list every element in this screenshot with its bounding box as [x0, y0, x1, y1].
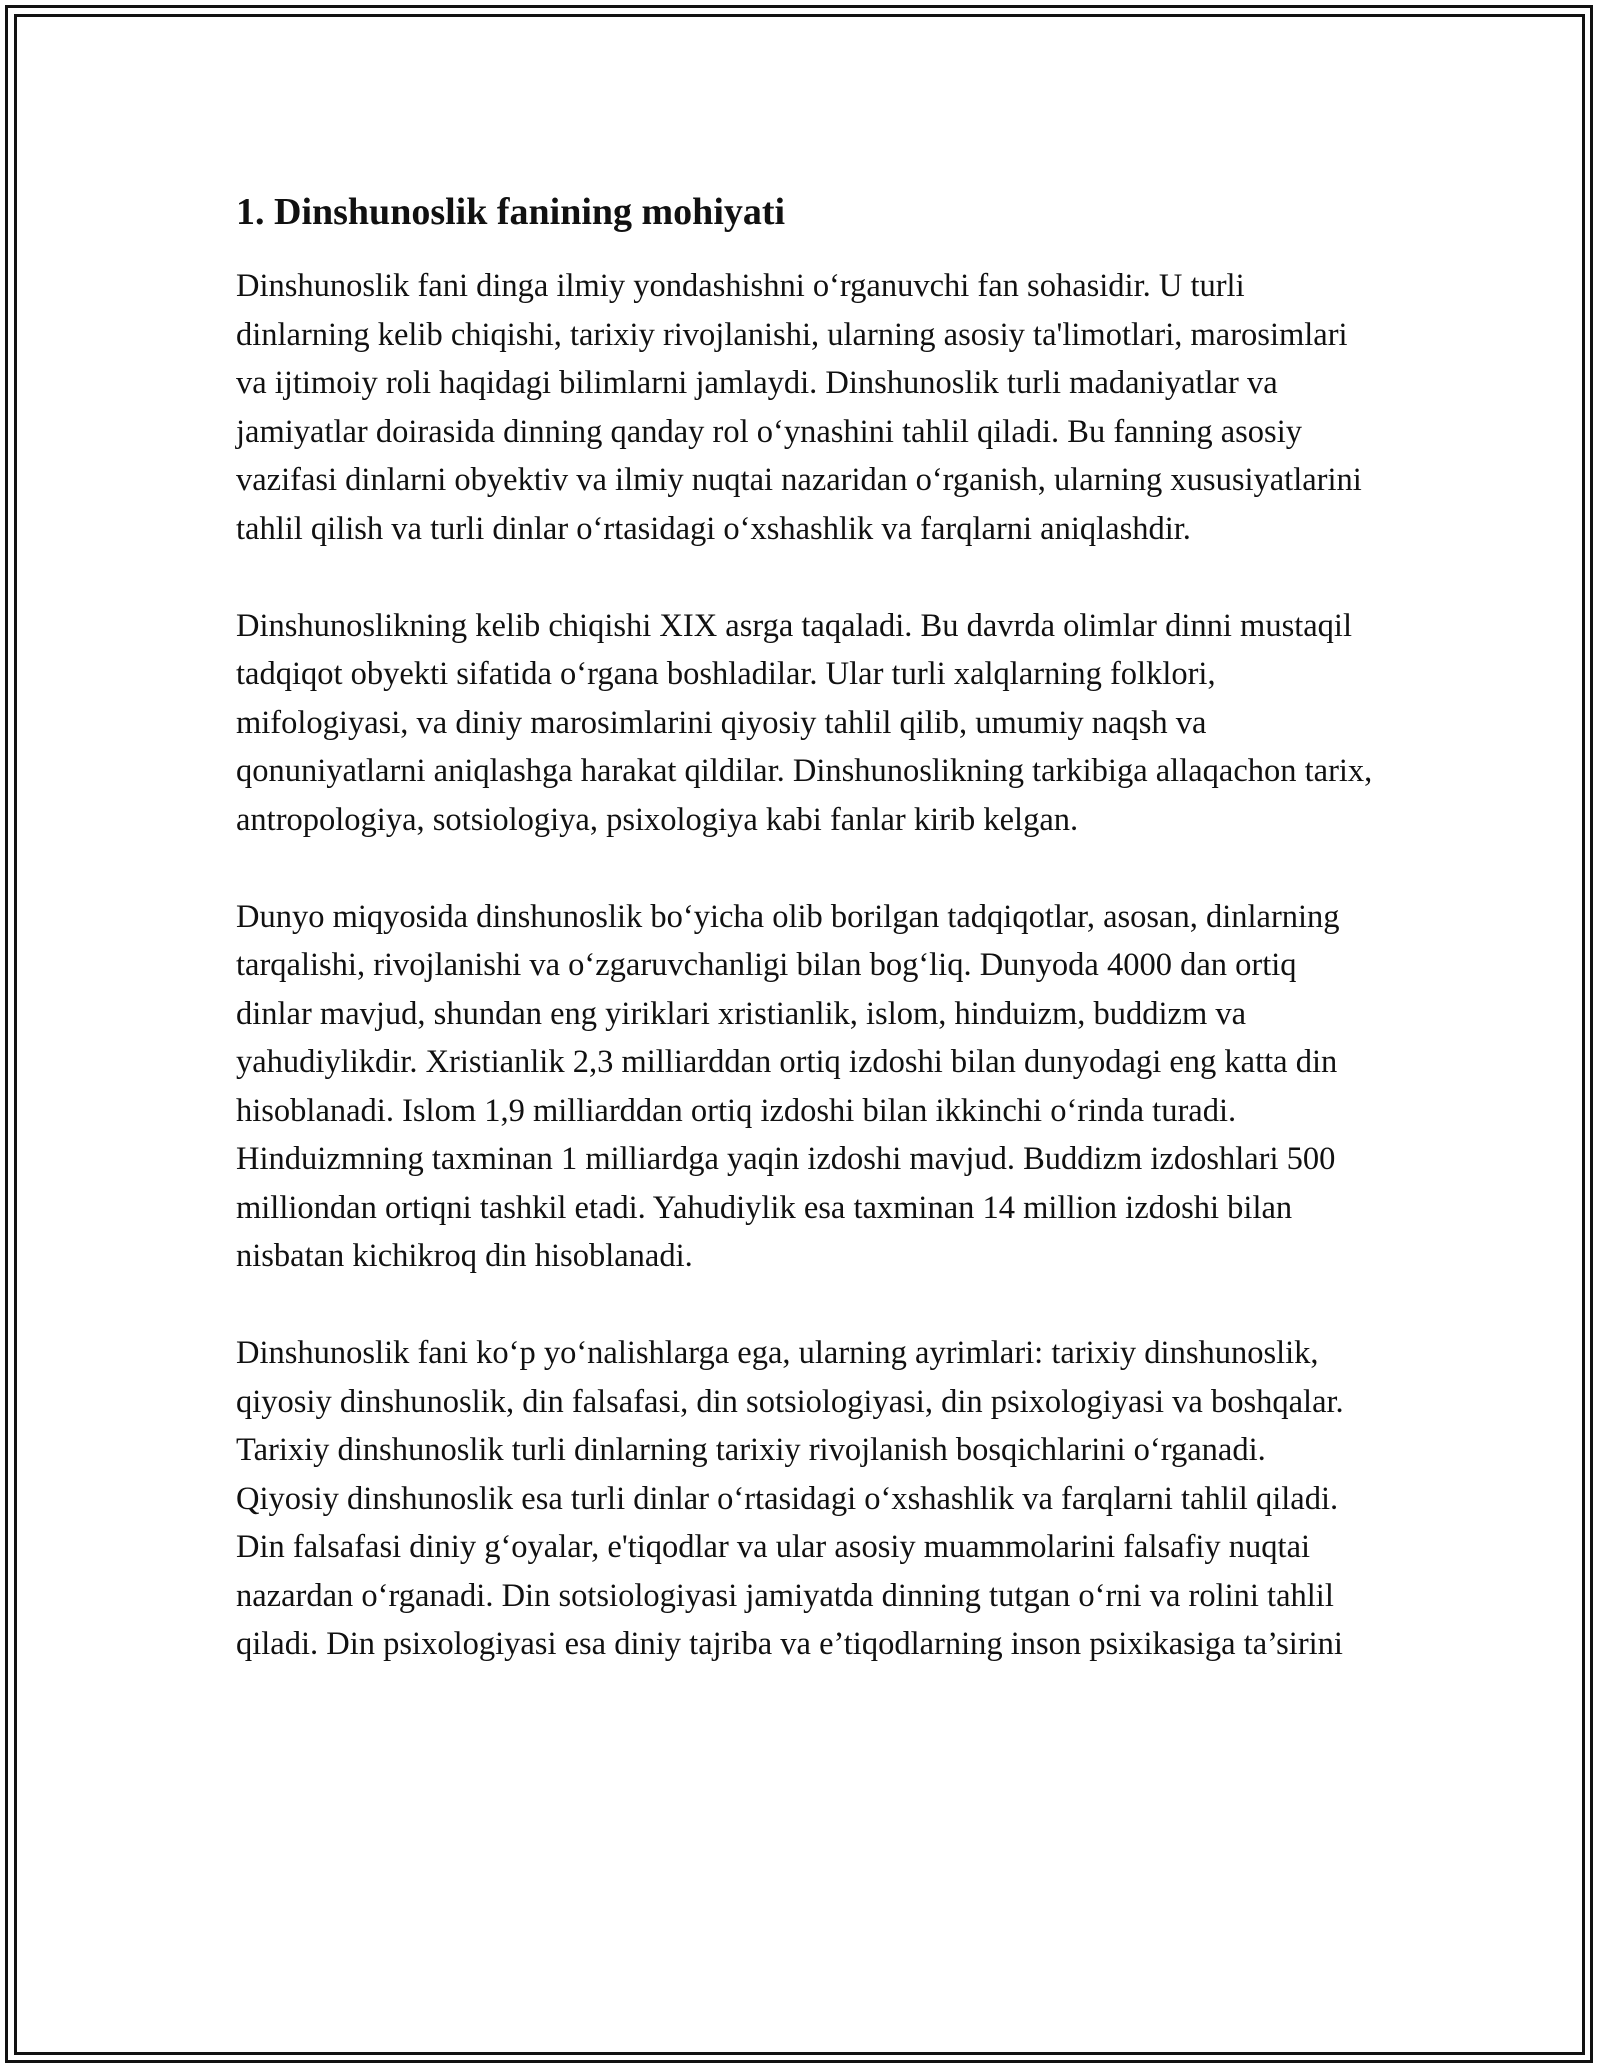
paragraph-1: Dinshunoslik fani dinga ilmiy yondashishni o‘rganuvchi fan sohasidir. U turli dinlarning kelib chiqishi, tarixiy rivojlanishi, ularning asosiy ta'limotlari, marosimlari va ijtimoiy roli haqidagi bilimlarni jamlaydi. Dinshunoslik turli madaniyatlar va jamiyatlar doirasida dinning qanday rol o‘ynashini tahlil qiladi. Bu fanning asosiy vazifasi dinlarni obyektiv va ilmiy nuqtai nazaridan o‘rganish, ularning xususiyatlarini tahlil qilish va turli dinlar o‘rtasidagi o‘xshashlik va farqlarni aniqlashdir.: [236, 268, 1362, 547]
paragraph-4: Dinshunoslik fani ko‘p yo‘nalishlarga ega, ularning ayrimlari: tarixiy dinshunoslik, qiyosiy dinshunoslik, din falsafasi, din sotsiologiyasi, din psixologiyasi va boshqalar. Tarixiy dinshunoslik turli dinlarning tarixiy rivojlanish bosqichlarini o‘rganadi. Qiyosiy dinshunoslik esa turli dinlar o‘rtasidagi o‘xshashlik va farqlarni tahlil qiladi. Din falsafasi diniy g‘oyalar, e'tiqodlar va ular asosiy muammolarini falsafiy nuqtai nazardan o‘rganadi. Din sotsiologiyasi jamiyatda dinning tutgan o‘rni va rolini tahlil qiladi. Din psixologiyasi esa diniy tajriba va e’tiqodlarning inson psixikasiga ta’sirini: [236, 1335, 1344, 1662]
document-body: [236, 188, 1376, 1669]
section-heading: 1. Dinshunoslik fanining mohiyati: [236, 191, 786, 233]
paragraph-2: Dinshunoslikning kelib chiqishi XIX asrga taqaladi. Bu davrda olimlar dinni mustaqil tadqiqot obyekti sifatida o‘rgana boshladilar. Ular turli xalqlarning folklori, mifologiyasi, va diniy marosimlarini qiyosiy tahlil qilib, umumiy naqsh va qonuniyatlarni aniqlashga harakat qildilar. Dinshunoslikning tarkibiga allaqachon tarix, antropologiya, sotsiologiya, psixologiya kabi fanlar kirib kelgan.: [236, 607, 1373, 838]
paragraph-3: Dunyo miqyosida dinshunoslik bo‘yicha olib borilgan tadqiqotlar, asosan, dinlarning tarqalishi, rivojlanishi va o‘zgaruvchanligi bilan bog‘liq. Dunyoda 4000 dan ortiq dinlar mavjud, shundan eng yiriklari xristianlik, islom, hinduizm, buddizm va yahudiylikdir. Xristianlik 2,3 milliarddan ortiq izdoshi bilan dunyodagi eng katta din hisoblanadi. Islom 1,9 milliarddan ortiq izdoshi bilan ikkinchi o‘rinda turadi. Hinduizmning taxminan 1 milliardga yaqin izdoshi mavjud. Buddizm izdoshlari 500 milliondan ortiqni tashkil etadi. Yahudiylik esa taxminan 14 million izdoshi bilan nisbatan kichikroq din hisoblanadi.: [236, 898, 1340, 1274]
